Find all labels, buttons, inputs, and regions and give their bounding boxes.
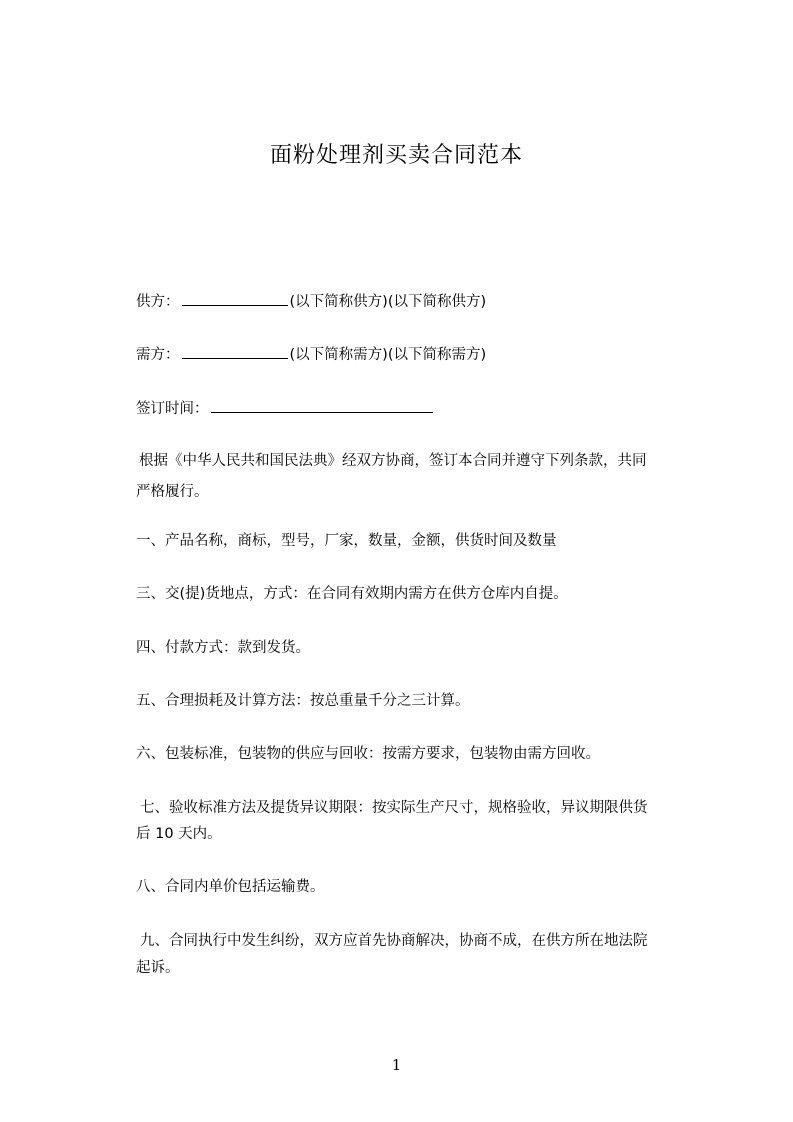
supplier-label: 供方： <box>136 294 180 310</box>
buyer-name-field[interactable] <box>182 344 288 359</box>
buyer-label: 需方： <box>136 347 180 363</box>
signing-time-field[interactable] <box>211 398 433 413</box>
clause-6: 六、包装标准，包装物的供应与回收：按需方要求，包装物由需方回收。 <box>136 746 600 762</box>
clause-3: 三、交(提)货地点，方式：在合同有效期内需方在供方仓库内自提。 <box>136 586 568 602</box>
buyer-suffix: (以下简称需方)(以下简称需方) <box>289 347 487 363</box>
clause-7-line-1: 七、验收标准方法及提货异议期限：按实际生产尺寸，规格验收，异议期限供货 <box>140 800 648 816</box>
supplier-line <box>136 291 486 312</box>
signing-time-label: 签订时间： <box>136 401 209 417</box>
clause-8: 八、合同内单价包括运输费。 <box>136 879 325 895</box>
preamble-line-2: 严格履行。 <box>136 484 209 500</box>
clause-9-line-1: 九、合同执行中发生纠纷，双方应首先协商解决，协商不成，在供方所在地法院 <box>140 933 648 949</box>
supplier-suffix: (以下简称供方)(以下简称供方) <box>289 294 487 310</box>
clause-4: 四、付款方式：款到发货。 <box>136 640 310 656</box>
preamble-line-1: 根据《中华人民共和国民法典》经双方协商，签订本合同并遵守下列条款，共同 <box>139 453 647 469</box>
buyer-line <box>136 344 486 365</box>
page-number: 1 <box>391 1056 402 1074</box>
supplier-name-field[interactable] <box>182 291 288 306</box>
clause-1: 一、产品名称，商标，型号，厂家，数量，金额，供货时间及数量 <box>136 533 557 549</box>
signing-time-line <box>136 398 435 419</box>
clause-7-line-2: 后 10 天内。 <box>136 826 222 842</box>
document-title: 面粉处理剂买卖合同范本 <box>269 143 523 168</box>
clause-9-line-2: 起诉。 <box>136 960 180 976</box>
clause-5: 五、合理损耗及计算方法：按总重量千分之三计算。 <box>136 693 470 709</box>
